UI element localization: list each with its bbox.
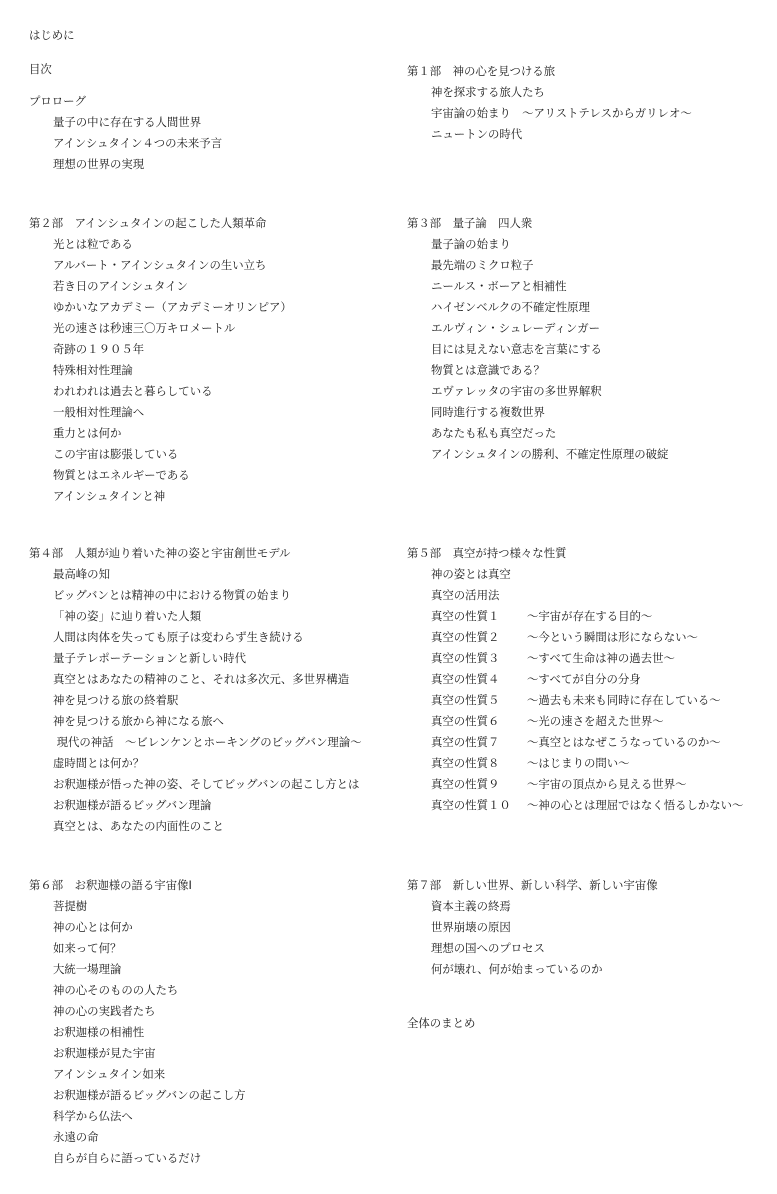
toc-item: 光の速さは秒速三〇万キロメートル (53, 321, 236, 335)
property-item (407, 690, 743, 711)
toc-item: 神の心とは何か (53, 920, 133, 934)
property-name: 真空の性質１ (431, 609, 500, 623)
property-item (407, 711, 743, 732)
toc-item: われわれは過去と暮らしている (53, 384, 213, 398)
toc-item: 人間は肉体を失っても原子は変わらず生き続ける (53, 630, 304, 644)
section-title: 第２部 アインシュタインの起こした人類革命 (29, 216, 267, 230)
part3-section (407, 213, 668, 465)
toc-item: 若き日のアインシュタイン (53, 279, 188, 293)
toc-item: お釈迦様が見た宇宙 (53, 1046, 156, 1060)
part4-section (29, 543, 362, 837)
toc-item: 最高峰の知 (53, 567, 110, 581)
toc-item: 光とは粒である (53, 237, 133, 251)
toc-item: 神を見つける旅の終着駅 (53, 693, 179, 707)
toc-item: お釈迦様が語るビッグバンの起こし方 (53, 1088, 246, 1102)
intro-heading: はじめに (29, 28, 75, 42)
property-desc: ～神の心とは理屈ではなく悟るしかない～ (527, 798, 744, 812)
property-item (407, 732, 743, 753)
part7-section (407, 875, 658, 980)
toc-item: 真空とはあなたの精神のこと、それは多次元、多世界構造 (53, 672, 350, 686)
property-desc: ～はじまりの問い～ (527, 756, 630, 770)
toc-item: ニュートンの時代 (431, 127, 523, 141)
toc-item: 科学から仏法へ (53, 1109, 133, 1123)
toc-item: 永遠の命 (53, 1130, 99, 1144)
toc-item: 目には見えない意志を言葉にする (431, 342, 602, 356)
section-title: 第１部 神の心を見つける旅 (407, 64, 556, 78)
property-desc: ～宇宙が存在する目的～ (527, 609, 653, 623)
toc-item: 「神の姿」に辿り着いた人類 (53, 609, 202, 623)
property-desc: ～すべて生命は神の過去世～ (527, 651, 675, 665)
toc-item: アインシュタインの勝利、不確定性原理の破綻 (431, 447, 669, 461)
toc-item: エルヴィン・シュレーディンガー (431, 321, 601, 335)
toc-item: 何が壊れ、何が始まっているのか (431, 962, 603, 976)
toc-item: エヴァレッタの宇宙の多世界解釈 (431, 384, 602, 398)
toc-item: 世界崩壊の原因 (431, 920, 511, 934)
toc-item: 一般相対性理論へ (53, 405, 145, 419)
toc-item: 菩提樹 (53, 899, 88, 913)
section-title: 第６部 お釈迦様の語る宇宙像Ⅰ (29, 878, 192, 892)
toc-item: お釈迦様が語るビッグバン理論 (53, 798, 212, 812)
toc-heading-block (29, 59, 52, 80)
property-name: 真空の性質２ (431, 630, 500, 644)
toc-item: 特殊相対性理論 (53, 363, 133, 377)
toc-item: ゆかいなアカデミー（アカデミーオリンピア） (53, 300, 292, 314)
section-title: 第４部 人類が辿り着いた神の姿と宇宙創世モデル (29, 546, 291, 560)
property-desc: ～今という瞬間は形にならない～ (527, 630, 698, 644)
toc-item: 最先端のミクロ粒子 (431, 258, 534, 272)
toc-item: お釈迦様が悟った神の姿、そしてビッグバンの起こし方とは (53, 777, 360, 791)
toc-item: 物質とは意識である？ (431, 363, 545, 377)
property-name: 真空の性質１０ (431, 798, 511, 812)
toc-item: 神の心そのものの人たち (53, 983, 179, 997)
toc-item: 自らが自らに語っているだけ (53, 1151, 202, 1165)
summary-section (407, 1013, 475, 1034)
toc-item: この宇宙は膨張している (53, 447, 179, 461)
toc-item: 真空とは、あなたの内面性のこと (53, 819, 224, 833)
property-name: 真空の性質９ (431, 777, 500, 791)
toc-item: 神を探求する旅人たち (431, 85, 545, 99)
part1-section (407, 61, 692, 145)
toc-item: 虚時間とは何か？ (53, 756, 145, 770)
property-desc: ～光の速さを超えた世界～ (527, 714, 664, 728)
toc-item: 宇宙論の始まり ～アリストテレスからガリレオ～ (431, 106, 692, 120)
toc-item: ハイゼンベルクの不確定性原理 (431, 300, 590, 314)
summary-heading: 全体のまとめ (407, 1016, 476, 1030)
property-item (407, 627, 743, 648)
property-item (407, 795, 743, 816)
property-desc: ～すべてが自分の分身 (527, 672, 641, 686)
prologue-section (29, 91, 222, 175)
property-item (407, 774, 743, 795)
toc-heading: 目次 (29, 62, 52, 76)
property-name: 真空の性質４ (431, 672, 500, 686)
toc-item: お釈迦様の相補性 (53, 1025, 145, 1039)
part2-section (29, 213, 292, 507)
toc-item: 物質とはエネルギーである (53, 468, 190, 482)
toc-item: 量子論の始まり (431, 237, 511, 251)
toc-item: 量子テレポーテーションと新しい時代 (53, 651, 246, 665)
part6-section (29, 875, 246, 1169)
toc-item: 現代の神話 ～ビレンケンとホーキングのビッグバン理論～ (53, 735, 362, 749)
toc-item: アインシュタイン如来 (53, 1067, 166, 1081)
section-title: 第３部 量子論 四人衆 (407, 216, 533, 230)
toc-item: 理想の世界の実現 (53, 157, 145, 171)
section-title: 第７部 新しい世界、新しい科学、新しい宇宙像 (407, 878, 658, 892)
toc-item: ビッグバンとは精神の中における物質の始まり (53, 588, 292, 602)
toc-item: 神を見つける旅から神になる旅へ (53, 714, 224, 728)
property-desc: ～宇宙の頂点から見える世界～ (527, 777, 687, 791)
toc-intro-block (29, 25, 75, 46)
toc-item: 真空の活用法 (431, 588, 500, 602)
property-name: 真空の性質３ (431, 651, 500, 665)
toc-item: 理想の国へのプロセス (431, 941, 545, 955)
toc-item: アインシュタイン４つの未来予言 (53, 136, 223, 150)
toc-item: 量子の中に存在する人間世界 (53, 115, 202, 129)
property-name: 真空の性質７ (431, 735, 500, 749)
toc-item: 神の心の実践者たち (53, 1004, 156, 1018)
property-item (407, 648, 743, 669)
toc-item: ニールス・ボーアと相補性 (431, 279, 567, 293)
toc-item: 重力とは何か (53, 426, 122, 440)
toc-item: 同時進行する複数世界 (431, 405, 545, 419)
property-name: 真空の性質５ (431, 693, 500, 707)
section-title: 第５部 真空が持つ様々な性質 (407, 546, 567, 560)
toc-item: 奇跡の１９０５年 (53, 342, 145, 356)
section-title: プロローグ (29, 94, 86, 108)
toc-item: 如来って何？ (53, 941, 122, 955)
property-item (407, 669, 743, 690)
part5-section (407, 543, 743, 816)
toc-item: 資本主義の終焉 (431, 899, 511, 913)
toc-item: 大統一場理論 (53, 962, 122, 976)
property-desc: ～真空とはなぜこうなっているのか～ (527, 735, 721, 749)
property-desc: ～過去も未来も同時に存在している～ (527, 693, 721, 707)
toc-item: アインシュタインと神 (53, 489, 166, 503)
toc-item: 神の姿とは真空 (431, 567, 511, 581)
property-name: 真空の性質６ (431, 714, 500, 728)
toc-item: アルバート・アインシュタインの生い立ち (53, 258, 267, 272)
property-name: 真空の性質８ (431, 756, 500, 770)
toc-item: あなたも私も真空だった (431, 426, 557, 440)
property-item (407, 606, 743, 627)
property-item (407, 753, 743, 774)
